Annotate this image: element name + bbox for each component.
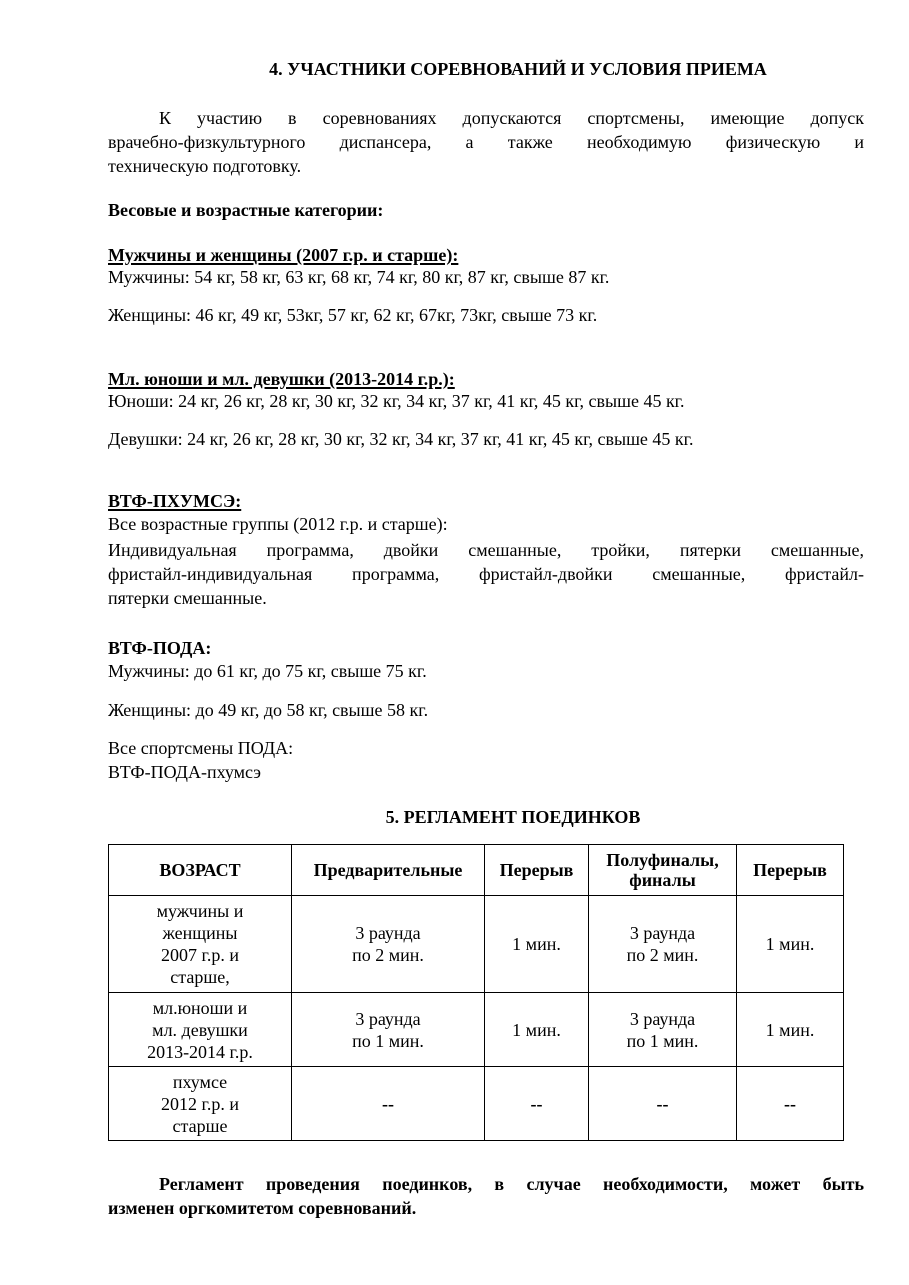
note-line-1: Регламент проведения поединков, в случае необходимости, может быть	[159, 1174, 864, 1194]
bout-regulations-table	[108, 844, 844, 1141]
adults-women-weights: Женщины: 46 кг, 49 кг, 53кг, 57 кг, 62 кг, 67кг, 73кг, свыше 73 кг.	[108, 305, 598, 325]
cell-break: 1 мин.	[737, 896, 844, 993]
vtf-poda-all-line-2: ВТФ-ПОДА-пхумсэ	[108, 762, 261, 782]
header-break-1: Перерыв	[485, 845, 589, 896]
cell-break: 1 мин.	[485, 993, 589, 1067]
note-line-2: изменен оргкомитетом соревнований.	[108, 1198, 417, 1218]
section-5-title: 5. РЕГЛАМЕНТ ПОЕДИНКОВ	[385, 807, 641, 827]
table-row	[109, 1067, 844, 1141]
intro-line-1: К участию в соревнованиях допускаются спортсмены, имеющие допуск	[159, 108, 864, 128]
cell-finals: --	[589, 1067, 737, 1141]
vtf-pkhumse-heading: ВТФ-ПХУМСЭ:	[108, 491, 242, 511]
vtf-pkhumse-program-line-2: фристайл-индивидуальная программа, фристайл-двойки смешанные, фристайл-	[108, 564, 864, 584]
header-semifinals-finals: Полуфиналы, финалы	[589, 845, 737, 896]
cell-preliminary: 3 раунда по 1 мин.	[292, 993, 485, 1067]
header-preliminary: Предварительные	[292, 845, 485, 896]
adults-heading: Мужчины и женщины (2007 г.р. и старше):	[108, 245, 459, 265]
cell-age: мужчины и женщины 2007 г.р. и старше,	[109, 896, 292, 993]
juniors-boys-weights: Юноши: 24 кг, 26 кг, 28 кг, 30 кг, 32 кг, 34 кг, 37 кг, 41 кг, 45 кг, свыше 45 кг.	[108, 391, 685, 411]
vtf-poda-all-line-1: Все спортсмены ПОДА:	[108, 738, 294, 758]
vtf-poda-women: Женщины: до 49 кг, до 58 кг, свыше 58 кг.	[108, 700, 429, 720]
table-row	[109, 896, 844, 993]
cell-preliminary: 3 раунда по 2 мин.	[292, 896, 485, 993]
vtf-poda-men: Мужчины: до 61 кг, до 75 кг, свыше 75 кг.	[108, 661, 427, 681]
cell-break: --	[485, 1067, 589, 1141]
categories-heading: Весовые и возрастные категории:	[108, 200, 384, 220]
cell-preliminary: --	[292, 1067, 485, 1141]
table-header-row	[109, 845, 844, 896]
section-4-title: 4. УЧАСТНИКИ СОРЕВНОВАНИЙ И УСЛОВИЯ ПРИЕМА	[269, 59, 767, 79]
cell-break: 1 мин.	[737, 993, 844, 1067]
vtf-pkhumse-age-line: Все возрастные группы (2012 г.р. и старше):	[108, 514, 448, 534]
cell-break: 1 мин.	[485, 896, 589, 993]
juniors-girls-weights: Девушки: 24 кг, 26 кг, 28 кг, 30 кг, 32 кг, 34 кг, 37 кг, 41 кг, 45 кг, свыше 45 кг.	[108, 429, 694, 449]
header-age: ВОЗРАСТ	[109, 845, 292, 896]
intro-line-2: врачебно-физкультурного диспансера, а также необходимую физическую и	[108, 132, 864, 152]
cell-finals: 3 раунда по 2 мин.	[589, 896, 737, 993]
cell-break: --	[737, 1067, 844, 1141]
intro-line-3: техническую подготовку.	[108, 156, 302, 176]
vtf-poda-heading: ВТФ-ПОДА:	[108, 638, 212, 658]
table-row	[109, 993, 844, 1067]
juniors-heading: Мл. юноши и мл. девушки (2013-2014 г.р.):	[108, 369, 455, 389]
cell-age: пхумсе 2012 г.р. и старше	[109, 1067, 292, 1141]
vtf-pkhumse-program-line-1: Индивидуальная программа, двойки смешанные, тройки, пятерки смешанные,	[108, 540, 864, 560]
cell-age: мл.юноши и мл. девушки 2013-2014 г.р.	[109, 993, 292, 1067]
vtf-pkhumse-program-line-3: пятерки смешанные.	[108, 588, 267, 608]
adults-men-weights: Мужчины: 54 кг, 58 кг, 63 кг, 68 кг, 74 кг, 80 кг, 87 кг, свыше 87 кг.	[108, 267, 610, 287]
header-break-2: Перерыв	[737, 845, 844, 896]
cell-finals: 3 раунда по 1 мин.	[589, 993, 737, 1067]
